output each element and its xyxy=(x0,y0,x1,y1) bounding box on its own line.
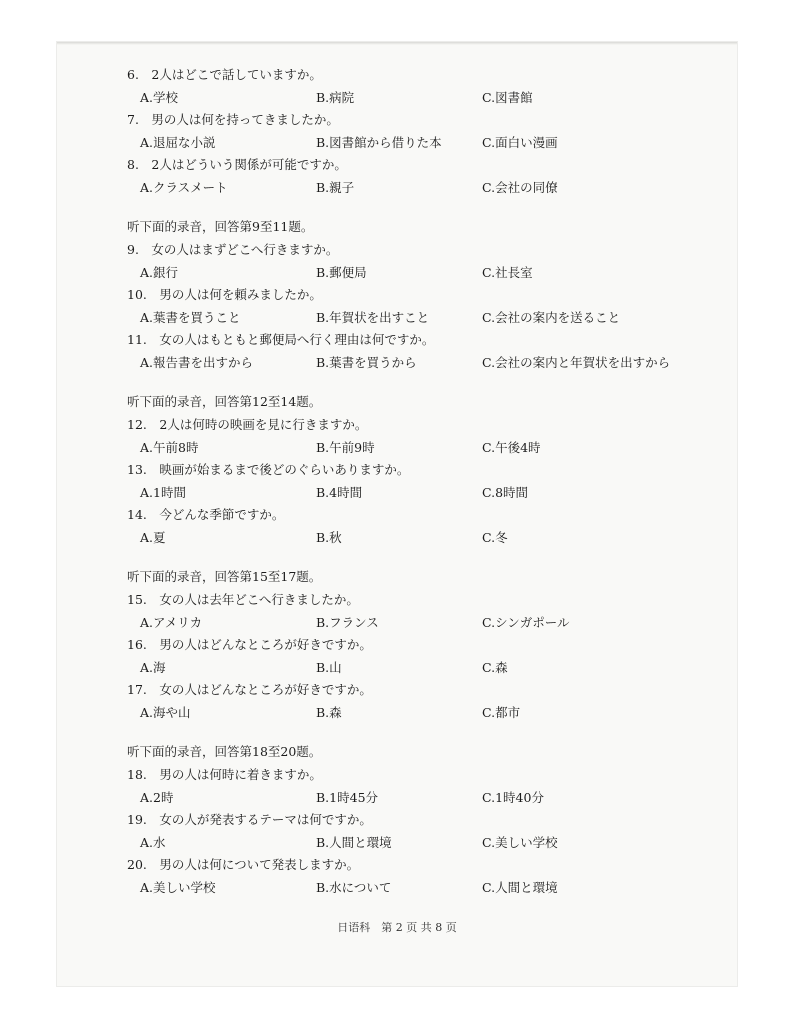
section-instruction: 听下面的录音，回答第18至20题。 xyxy=(127,744,322,759)
answer-options xyxy=(127,526,727,549)
option-b: B.人間と環境 xyxy=(316,835,392,850)
answer-options xyxy=(127,436,727,459)
option-c: C.図書館 xyxy=(482,90,533,105)
option-b: B.郵便局 xyxy=(316,265,367,280)
option-b: B.フランス xyxy=(316,615,379,630)
option-b: B.年賀状を出すこと xyxy=(316,310,430,325)
section-instruction: 听下面的录音，回答第15至17题。 xyxy=(127,569,322,584)
question-text: 15. 女の人は去年どこへ行きましたか。 xyxy=(127,592,359,607)
option-a: A.学校 xyxy=(140,90,179,105)
option-a: A.銀行 xyxy=(140,265,179,280)
page-footer: 日语科 第 2 页 共 8 页 xyxy=(337,921,457,934)
question-group xyxy=(127,740,727,899)
option-c: C.社長室 xyxy=(482,265,533,280)
option-c: C.8時間 xyxy=(482,485,529,500)
option-c: C.午後4時 xyxy=(482,440,541,455)
option-c: C.都市 xyxy=(482,705,521,720)
option-c: C.美しい学校 xyxy=(482,835,558,850)
option-a: A.報告書を出すから xyxy=(140,355,254,370)
option-a: A.夏 xyxy=(140,530,166,545)
option-b: B.親子 xyxy=(316,180,355,195)
option-a: A.午前8時 xyxy=(140,440,199,455)
option-c: C.森 xyxy=(482,660,508,675)
option-a: A.アメリカ xyxy=(140,615,203,630)
option-a: A.海や山 xyxy=(140,705,191,720)
option-c: C.面白い漫画 xyxy=(482,135,558,150)
option-b: B.1時45分 xyxy=(316,790,379,805)
option-a: A.葉書を買うこと xyxy=(140,310,241,325)
question-text: 9. 女の人はまずどこへ行きますか。 xyxy=(127,242,339,257)
question-text: 8. 2人はどういう関係が可能ですか。 xyxy=(127,157,347,172)
option-a: A.水 xyxy=(140,835,166,850)
section-instruction: 听下面的录音，回答第12至14题。 xyxy=(127,394,322,409)
option-b: B.山 xyxy=(316,660,342,675)
answer-options xyxy=(127,176,727,199)
question-group xyxy=(127,565,727,724)
question-text: 13. 映画が始まるまで後どのぐらいありますか。 xyxy=(127,462,410,477)
answer-options xyxy=(127,656,727,679)
answer-options xyxy=(127,876,727,899)
answer-options xyxy=(127,611,727,634)
question-text: 10. 男の人は何を頼みましたか。 xyxy=(127,287,322,302)
question-text: 7. 男の人は何を持ってきましたか。 xyxy=(127,112,339,127)
answer-options xyxy=(127,831,727,854)
option-c: C.冬 xyxy=(482,530,508,545)
option-a: A.クラスメート xyxy=(140,180,228,195)
option-c: C.人間と環境 xyxy=(482,880,558,895)
question-group xyxy=(127,390,727,549)
answer-options xyxy=(127,786,727,809)
option-b: B.秋 xyxy=(316,530,342,545)
exam-content xyxy=(127,64,727,899)
option-b: B.森 xyxy=(316,705,342,720)
answer-options xyxy=(127,86,727,109)
answer-options xyxy=(127,261,727,284)
question-text: 18. 男の人は何時に着きますか。 xyxy=(127,767,322,782)
option-b: B.図書館から借りた本 xyxy=(316,135,442,150)
option-c: C.会社の案内を送ること xyxy=(482,310,621,325)
answer-options xyxy=(127,701,727,724)
section-instruction: 听下面的录音，回答第9至11题。 xyxy=(127,219,314,234)
option-b: B.水について xyxy=(316,880,392,895)
option-b: B.午前9時 xyxy=(316,440,375,455)
option-c: C.会社の案内と年賀状を出すから xyxy=(482,355,671,370)
option-b: B.病院 xyxy=(316,90,355,105)
question-text: 17. 女の人はどんなところが好きですか。 xyxy=(127,682,372,697)
option-c: C.シンガポール xyxy=(482,615,570,630)
question-text: 19. 女の人が発表するテーマは何ですか。 xyxy=(127,812,372,827)
question-group xyxy=(127,64,727,199)
option-a: A.美しい学校 xyxy=(140,880,216,895)
question-text: 16. 男の人はどんなところが好きですか。 xyxy=(127,637,372,652)
option-a: A.2時 xyxy=(140,790,174,805)
option-a: A.1時間 xyxy=(140,485,186,500)
question-text: 12. 2人は何時の映画を見に行きますか。 xyxy=(127,417,368,432)
question-group xyxy=(127,215,727,374)
option-c: C.会社の同僚 xyxy=(482,180,558,195)
question-text: 20. 男の人は何について発表しますか。 xyxy=(127,857,360,872)
answer-options xyxy=(127,351,727,374)
option-a: A.海 xyxy=(140,660,166,675)
answer-options xyxy=(127,481,727,504)
answer-options xyxy=(127,131,727,154)
question-text: 14. 今どんな季節ですか。 xyxy=(127,507,285,522)
answer-options xyxy=(127,306,727,329)
option-c: C.1時40分 xyxy=(482,790,544,805)
option-a: A.退屈な小説 xyxy=(140,135,216,150)
option-b: B.4時間 xyxy=(316,485,363,500)
question-text: 6. 2人はどこで話していますか。 xyxy=(127,67,322,82)
option-b: B.葉書を買うから xyxy=(316,355,417,370)
question-text: 11. 女の人はもともと郵便局へ行く理由は何ですか。 xyxy=(127,332,435,347)
